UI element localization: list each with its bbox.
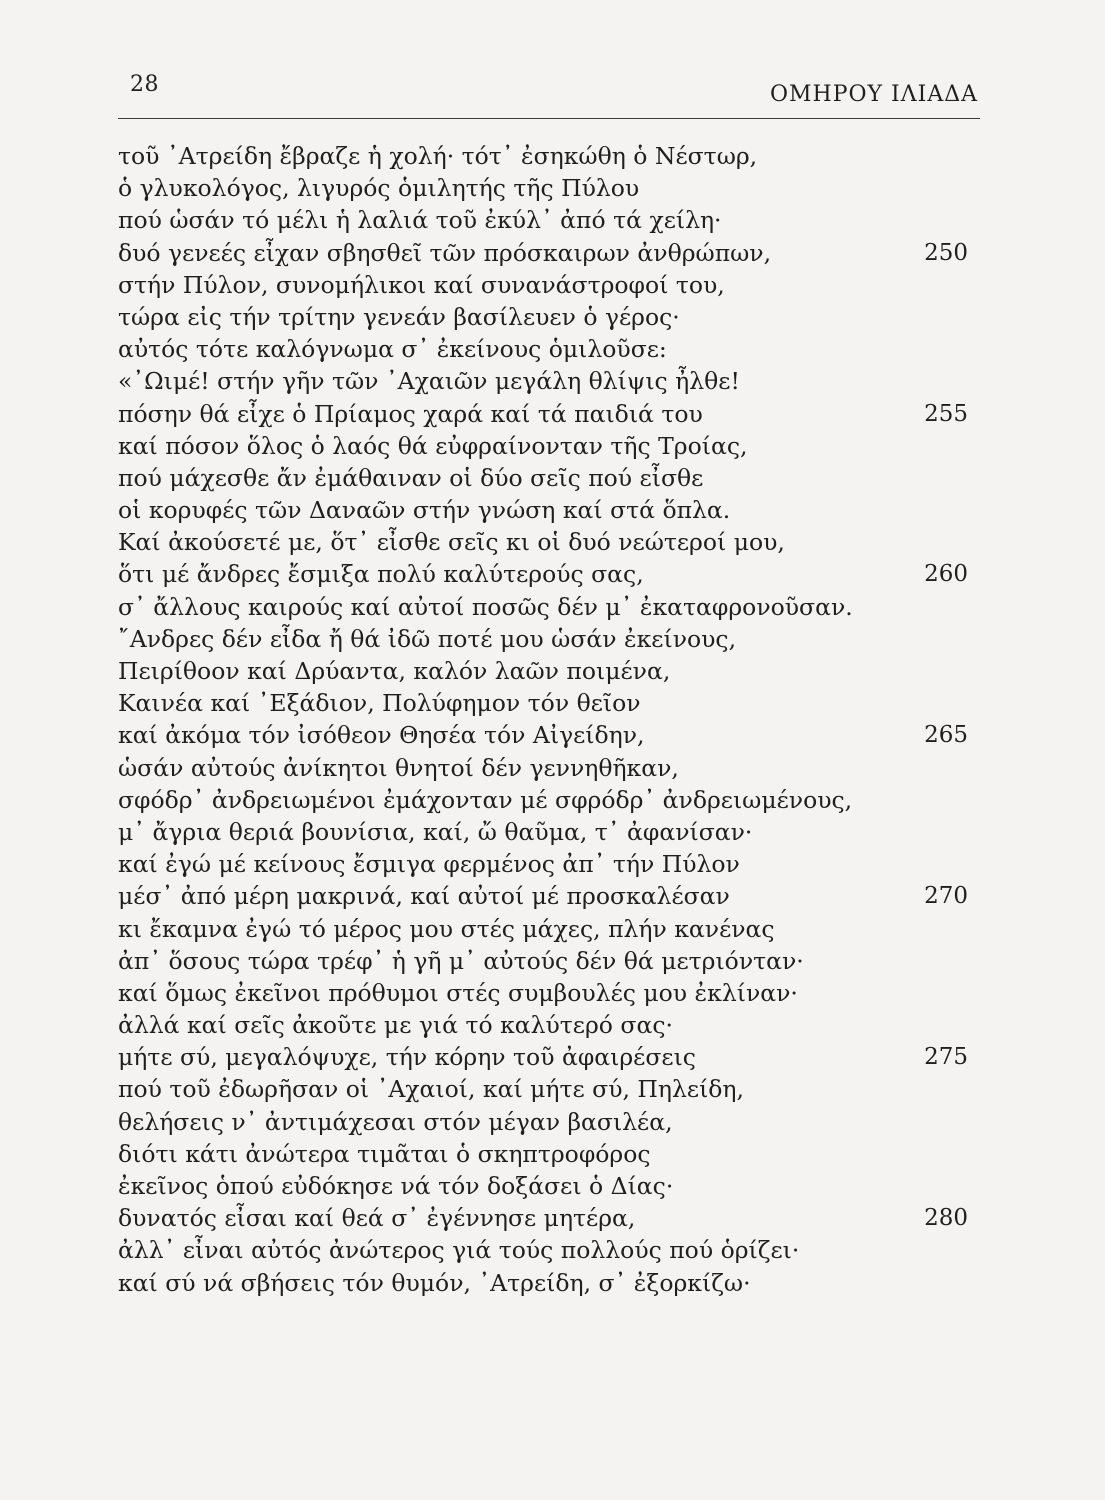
verse-text: καί σύ νά σβήσεις τόν θυμόν, ᾿Ατρείδη, σ᾿ ἐξορκίζω· — [118, 1268, 751, 1297]
verse-text: «᾿Ωιμέ! στήν γῆν τῶν ᾿Αχαιῶν μεγάλη θλίψις ἦλθε! — [118, 367, 740, 396]
verse-line — [118, 204, 968, 236]
verse-line — [118, 977, 968, 1009]
page-header — [130, 72, 978, 116]
verse-text: καί πόσον ὅλος ὁ λαός θά εὐφραίνονταν τῆς Τροίας, — [118, 431, 748, 460]
running-title: ΟΜΗΡΟΥ ΙΛΙΑΔΑ — [769, 82, 978, 107]
verse-text: τώρα εἰς τήν τρίτην γενεάν βασίλευεν ὁ γέρος· — [118, 302, 680, 331]
verse-line — [118, 140, 968, 172]
verse-line — [118, 1073, 968, 1105]
verse-text: ἀλλά καί σεῖς ἀκοῦτε με γιά τό καλύτερό σας· — [118, 1011, 673, 1040]
verse-text: Πειρίθοον καί Δρύαντα, καλόν λαῶν ποιμένα, — [118, 657, 671, 685]
verse-line — [118, 333, 968, 365]
verse-text: ἐκεῖνος ὁπού εὐδόκησε νά τόν δοξάσει ὁ Δίας· — [118, 1172, 674, 1200]
verse-text: ῎Ανδρες δέν εἶδα ἤ θά ἰδῶ ποτέ μου ὡσάν ἐκείνους, — [118, 624, 737, 653]
verse-text: ἀλλ᾿ εἶναι αὐτός ἀνώτερος γιά τούς πολλούς πού ὁρίζει· — [118, 1236, 800, 1265]
verse-line — [118, 494, 968, 526]
line-number: 275 — [924, 1044, 968, 1071]
verse-text: σφόδρ᾿ ἀνδρειωμένοι ἐμάχονταν μέ σφρόδρ᾿ ἀνδρειωμένους, — [118, 785, 853, 814]
line-number: 260 — [924, 561, 968, 588]
verse-text: μήτε σύ, μεγαλόψυχε, τήν κόρην τοῦ ἀφαιρέσεις — [118, 1043, 696, 1072]
verse-line — [118, 687, 968, 719]
verse-line — [118, 1267, 968, 1299]
verse-line — [118, 558, 968, 590]
verse-line — [118, 1041, 968, 1073]
verse-text: πού τοῦ ἐδωρῆσαν οἱ ᾿Αχαιοί, καί μήτε σύ, Πηλείδη, — [118, 1075, 744, 1104]
verse-line — [118, 1170, 968, 1202]
verse-text: μ᾿ ἄγρια θεριά βουνίσια, καί, ὤ θαῦμα, τ᾿ ἀφανίσαν· — [118, 817, 753, 846]
line-number: 255 — [924, 400, 968, 427]
verse-text: σ᾿ ἄλλους καιρούς καί αὐτοί ποσῶς δέν μ᾿ ἐκαταφρονοῦσαν. — [118, 592, 853, 621]
verse-line — [118, 945, 968, 977]
line-number: 250 — [924, 239, 968, 266]
line-number: 270 — [924, 883, 968, 910]
verse-line — [118, 301, 968, 333]
header-rule — [118, 118, 980, 119]
verse-text: ὡσάν αὐτούς ἀνίκητοι θνητοί δέν γεννηθῆκαν, — [118, 753, 679, 782]
verse-text: ἀπ᾿ ὅσους τώρα τρέφ᾿ ἡ γῆ μ᾿ αὐτούς δέν θά μετριόνταν· — [118, 946, 804, 975]
verse-line — [118, 655, 968, 687]
verse-line — [118, 462, 968, 494]
line-number: 280 — [924, 1205, 968, 1232]
verse-text: ὅτι μέ ἄνδρες ἔσμιξα πολύ καλύτερούς σας, — [118, 560, 644, 589]
verse-line — [118, 913, 968, 945]
verse-line — [118, 591, 968, 623]
verse-line — [118, 398, 968, 430]
verse-text: τοῦ ᾿Ατρείδη ἔβραζε ἡ χολή· τότ᾿ ἐσηκώθη ὁ Νέστωρ, — [118, 142, 758, 170]
verse-text: Καινέα καί ᾿Εξάδιον, Πολύφημον τόν θεῖον — [118, 689, 641, 718]
verse-line — [118, 172, 968, 204]
verse-block — [118, 140, 968, 1299]
page-number: 28 — [130, 72, 159, 97]
verse-text: οἱ κορυφές τῶν Δαναῶν στήν γνώση καί στά ὅπλα. — [118, 496, 731, 525]
verse-line — [118, 1202, 968, 1234]
verse-line — [118, 752, 968, 784]
verse-text: ὁ γλυκολόγος, λιγυρός ὁμιλητής τῆς Πύλου — [118, 174, 640, 203]
verse-text: πόσην θά εἶχε ὁ Πρίαμος χαρά καί τά παιδιά του — [118, 399, 703, 428]
verse-text: διότι κάτι ἀνώτερα τιμᾶται ὁ σκηπτροφόρος — [118, 1139, 651, 1168]
verse-text: πού μάχεσθε ἄν ἐμάθαιναν οἱ δύο σεῖς πού εἶσθε — [118, 463, 704, 492]
verse-line — [118, 430, 968, 462]
verse-text: καί ὅμως ἐκεῖνοι πρόθυμοι στές συμβουλές μου ἐκλίναν· — [118, 978, 798, 1007]
verse-line — [118, 816, 968, 848]
verse-text: μέσ᾿ ἀπό μέρη μακρινά, καί αὐτοί μέ προσκαλέσαν — [118, 882, 730, 911]
verse-line — [118, 526, 968, 558]
verse-text: στήν Πύλον, συνομήλικοι καί συνανάστροφοί του, — [118, 270, 725, 299]
verse-text: θελήσεις ν᾿ ἀντιμάχεσαι στόν μέγαν βασιλέα, — [118, 1107, 673, 1136]
verse-line — [118, 784, 968, 816]
line-number: 265 — [924, 722, 968, 749]
verse-text: δυνατός εἶσαι καί θεά σ᾿ ἐγέννησε μητέρα, — [118, 1204, 636, 1233]
verse-text: Καί ἀκούσετέ με, ὅτ᾿ εἶσθε σεῖς κι οἱ δυό νεώτεροί μου, — [118, 528, 785, 557]
verse-line — [118, 1234, 968, 1266]
verse-line — [118, 1138, 968, 1170]
verse-line — [118, 1106, 968, 1138]
verse-text: δυό γενεές εἶχαν σβησθεῖ τῶν πρόσκαιρων ἀνθρώπων, — [118, 238, 772, 267]
verse-text: καί ἀκόμα τόν ἰσόθεον Θησέα τόν Αἰγείδην, — [118, 721, 645, 750]
verse-line — [118, 880, 968, 912]
verse-line — [118, 237, 968, 269]
verse-text: αὐτός τότε καλόγνωμα σ᾿ ἐκείνους ὁμιλοῦσε: — [118, 335, 667, 364]
verse-line — [118, 269, 968, 301]
verse-line — [118, 365, 968, 397]
verse-line — [118, 848, 968, 880]
verse-text: κι ἔκαμνα ἐγώ τό μέρος μου στές μάχες, πλήν κανένας — [118, 914, 775, 943]
verse-line — [118, 719, 968, 751]
verse-line — [118, 1009, 968, 1041]
verse-text: καί ἐγώ μέ κείνους ἔσμιγα φερμένος ἀπ᾿ τήν Πύλον — [118, 850, 740, 879]
verse-text: πού ὡσάν τό μέλι ἡ λαλιά τοῦ ἐκύλ᾿ ἀπό τά χείλη· — [118, 206, 722, 235]
verse-line — [118, 623, 968, 655]
